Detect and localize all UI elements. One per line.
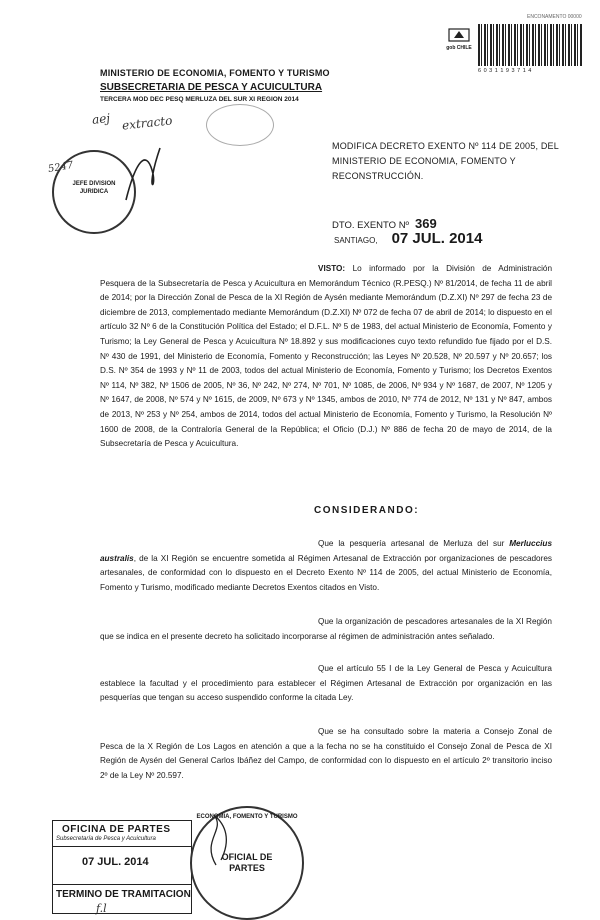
barcode-top-text: ENCONAMENTO 00000 (527, 14, 582, 20)
decree-subject: MODIFICA DECRETO EXENTO Nº 114 DE 2005, DEL MINISTERIO DE ECONOMIA, FOMENTO Y RECONSTRUCCIÓN. (332, 141, 559, 181)
ministry-name: MINISTERIO DE ECONOMIA, FOMENTO Y TURISMO (100, 68, 330, 78)
subsecretaria-name: SUBSECRETARIA DE PESCA Y ACUICULTURA (100, 82, 323, 93)
decree-place: SANTIAGO, (334, 236, 378, 245)
visto-lead: VISTO: (318, 264, 346, 273)
ring-text: ECONOMIA, FOMENTO Y TURISMO (196, 814, 298, 820)
decree-date-line (334, 230, 482, 247)
decree-number-line (332, 216, 437, 231)
handwritten-note-extracto: extracto (121, 113, 173, 133)
header-reference: TERCERA MOD DEC PESQ MERLUZA DEL SUR XI REGION 2014 (100, 96, 299, 103)
visto-text: Lo informado por la División de Administración Pesquera de la Subsecretaría de Pesca y Acuicultura en Memorándum Técnico (R.PESQ.) Nº 81/2014, de fecha 11 de abril de 2014; por la Dirección Zonal de Pesca de la XI Región de Aysén mediante Memorándum (D.Z.XI) Nº 297 de fecha 23 de diciembre de 2013, complementado mediante Memorándum (D.Z.XI) Nº 072 de fecha 07 de abril de 2014; lo dispuesto en el artículo 32 Nº 6 de la Constitución Política del Estado; el D.F.L. Nº 5 de 1983, del actual Ministerio de Economía, Fomento y Turismo; la Ley General de Pesca y Acuicultura Nº 18.892 y sus modificaciones cuyo texto refundido fue fijado por el D.S. Nº 430 de 1991, del Ministerio de Economía, Fomento y Reconstrucción; las Leyes Nº 20.528, Nº 20.597 y Nº 20.657; los D.S. Nº 354 de 1993 y Nº 11 de 2003, todos del actual Ministerio de Economía, Fomento y Turismo; los Decretos Exentos Nº 114, Nº 382, Nº 1506 de 2005, Nº 36, Nº 242, Nº 274, Nº 701, Nº 1085, de 2006, Nº 934 y Nº 1687, de 2007, Nº 1205 y Nº 1647, de 2008, Nº 574 y Nº 1615, de 2009, Nº 673 y Nº 1345, ambos de 2010, Nº 774 de 2012, Nº 131 y Nº 847, ambos de 2013, Nº 253 y Nº 254, ambos de 2014, todos del actual Ministerio de Economía, Fomento y Turismo, la Resolución Nº 1600 de 2008, de la Contraloría General de la República; el Oficio (D.J.) Nº 886 de fecha 20 de mayo de 2014, de la Subsecretaría de Pesca y Acuicultura. (100, 264, 552, 449)
logo-text: gob CHILE (446, 45, 472, 51)
considerando-paragraph-4: Que se ha consultado sobre la materia a Consejo Zonal de Pesca de la X Región de Los Lagos en atención a que a la fecha no se ha constituido el Consejo Zonal de Pesca de XI Región de Aysén del General Carlos Ibáñez del Campo, de conformidad con lo dispuesto en el artículo 2º transitorio inciso 2º de la Ley Nº 20.597. (100, 727, 552, 780)
considerando-paragraph-1 (100, 537, 552, 595)
visto-paragraph (100, 262, 552, 452)
p1-post: , de la XI Región se encuentre sometida al Régimen Artesanal de Extracción por organizaciones de pescadores artesanales, de conformidad con lo dispuesto en el Decreto Exento Nº 114 de 2005, del actual Ministerio de Economía, Fomento y Turismo, modificado mediante Decretos Exentos citados en Visto. (100, 553, 552, 592)
oficina-partes-subtitle: Subsecretaría de Pesca y Acuicultura (56, 836, 156, 842)
faint-stamp (206, 104, 274, 146)
decree-number: 369 (415, 216, 437, 231)
oficina-partes-date: 07 JUL. 2014 (82, 856, 149, 868)
handwritten-number: 5247 (47, 159, 75, 176)
considerando-paragraph-3: Que el artículo 55 I de la Ley General de Pesca y Acuicultura establece la facultad y el procedimiento para establecer el Régimen Artesanal de Extracción por organización en las pesquerías que tengan su acceso suspendido conforme la citada Ley. (100, 664, 552, 703)
considerando-heading: CONSIDERANDO: (314, 505, 420, 516)
termino-tramitacion: TERMINO DE TRAMITACION (56, 889, 191, 900)
stamp-divider (52, 884, 192, 885)
handwritten-note: aej (91, 111, 111, 127)
handwritten-initials: f.l (96, 902, 107, 915)
decree-date: 07 JUL. 2014 (391, 230, 483, 247)
p1-pre: Que la pesquería artesanal de Merluza del sur (318, 539, 505, 548)
oficial-partes-text: OFICIAL DE PARTES (221, 852, 273, 873)
species-name: Merluccius australis (100, 539, 552, 563)
oficina-partes-title: OFICINA DE PARTES (62, 824, 171, 835)
stamp-divider (52, 846, 192, 847)
signature-scribble (116, 140, 166, 210)
stamp-signature (196, 810, 236, 870)
gob-chile-logo (446, 28, 472, 52)
jefe-division-stamp-text: JEFE DIVISION JURIDICA (72, 181, 116, 195)
considerando-paragraph-2: Que la organización de pescadores artesanales de la XI Región que se indica en el presente decreto ha solicitado incorporarse al régimen de administración antes señalado. (100, 617, 552, 641)
decree-label: DTO. EXENTO Nº (332, 220, 410, 231)
barcode-number: 6 0 3 1 1 9 3 7 1 4 (478, 68, 532, 74)
barcode (478, 24, 582, 66)
